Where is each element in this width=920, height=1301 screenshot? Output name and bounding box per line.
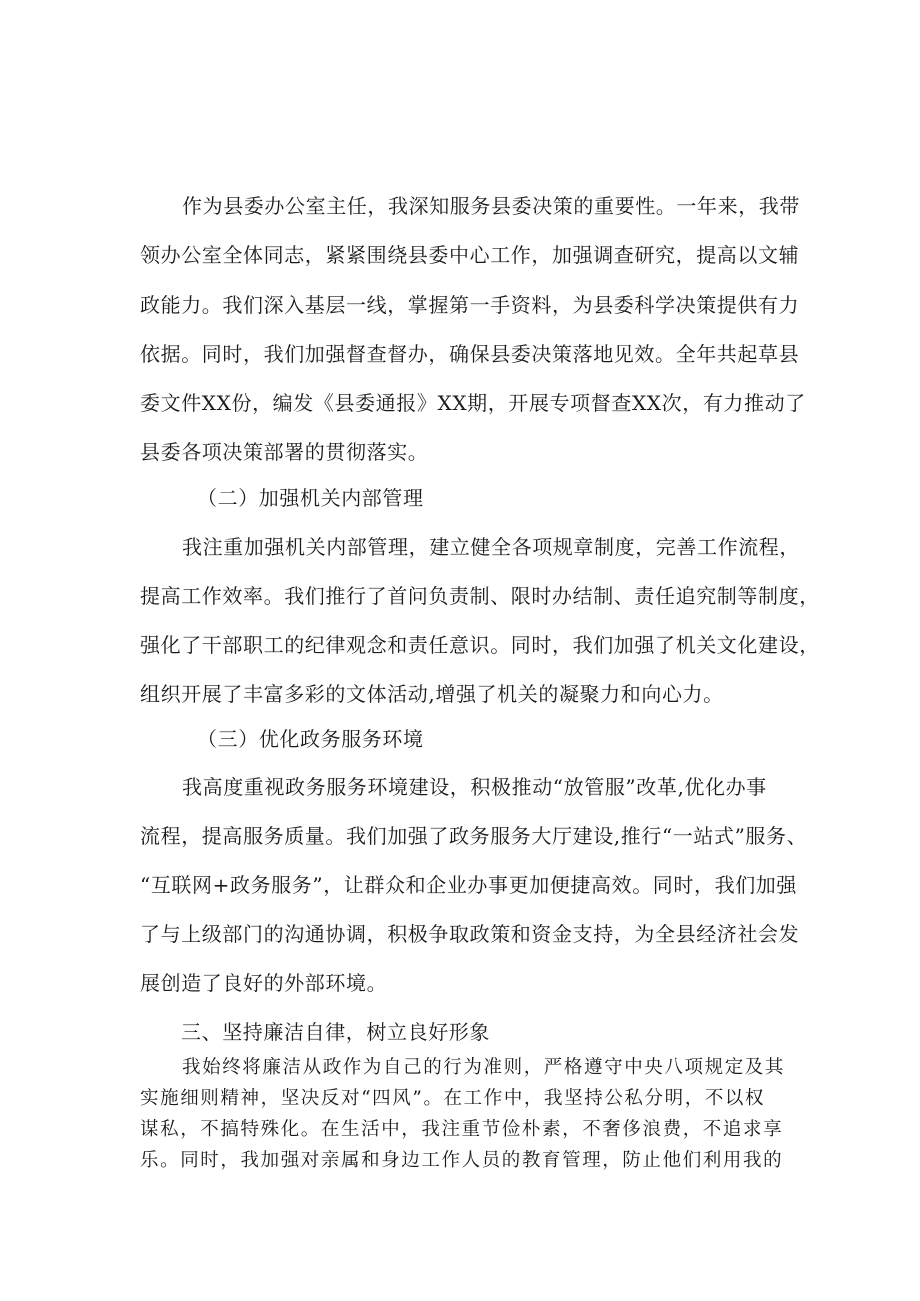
paragraph-line: 我注重加强机关内部管理，建立健全各项规章制度，完善工作流程， xyxy=(182,535,800,559)
paragraph-line: 县委各项决策部署的贯彻落实。 xyxy=(140,440,429,464)
section-heading: （三）优化政务服务环境 xyxy=(197,727,424,751)
paragraph-line: 流程，提高服务质量。我们加强了政务服务大厅建设,推行“一站式”服务、 xyxy=(140,824,808,848)
paragraph-line: 谋私，不搞特殊化。在生活中，我注重节俭朴素，不奢侈浪费，不追求享 xyxy=(140,1119,784,1140)
paragraph-line: 政能力。我们深入基层一线，掌握第一手资料，为县委科学决策提供有力 xyxy=(140,293,800,317)
section-heading: （二）加强机关内部管理 xyxy=(197,486,424,510)
paragraph-line: 领办公室全体同志，紧紧围绕县委中心工作，加强调查研究，提高以文辅 xyxy=(140,243,800,267)
paragraph-line: 展创造了良好的外部环境。 xyxy=(140,971,388,995)
paragraph-line: 提高工作效率。我们推行了首问负责制、限时办结制、责任追究制等制度， xyxy=(140,584,820,608)
paragraph-line: 乐。同时，我加强对亲属和身边工作人员的教育管理，防止他们利用我的 xyxy=(140,1150,784,1171)
paragraph-line: 委文件XX份，编发《县委通报》XX期，开展专项督查XX次，有力推动了 xyxy=(140,391,806,415)
paragraph-line: 强化了干部职工的纪律观念和责任意识。同时，我们加强了机关文化建设， xyxy=(140,633,820,657)
paragraph-line: 了与上级部门的沟通协调，积极争取政策和资金支持，为全县经济社会发 xyxy=(140,922,800,946)
chapter-heading: 三、坚持廉洁自律，树立良好形象 xyxy=(181,1020,490,1044)
paragraph-line: 组织开展了丰富多彩的文体活动,增强了机关的凝聚力和向心力。 xyxy=(140,682,724,706)
paragraph-line: 依据。同时，我们加强督查督办，确保县委决策落地见效。全年共起草县 xyxy=(140,342,800,366)
paragraph-line: 我始终将廉洁从政作为自己的行为准则，严格遵守中央八项规定及其 xyxy=(182,1057,786,1078)
paragraph-line: 作为县委办公室主任，我深知服务县委决策的重要性。一年来，我带 xyxy=(182,194,800,218)
paragraph-line: 实施细则精神，坚决反对“四风”。在工作中，我坚持公私分明，不以权 xyxy=(140,1088,766,1109)
paragraph-line: “互联网+政务服务”，让群众和企业办事更加便捷高效。同时，我们加强 xyxy=(140,873,798,897)
paragraph-line: 我高度重视政务服务环境建设，积极推动“放管服”改革,优化办事 xyxy=(182,775,767,799)
